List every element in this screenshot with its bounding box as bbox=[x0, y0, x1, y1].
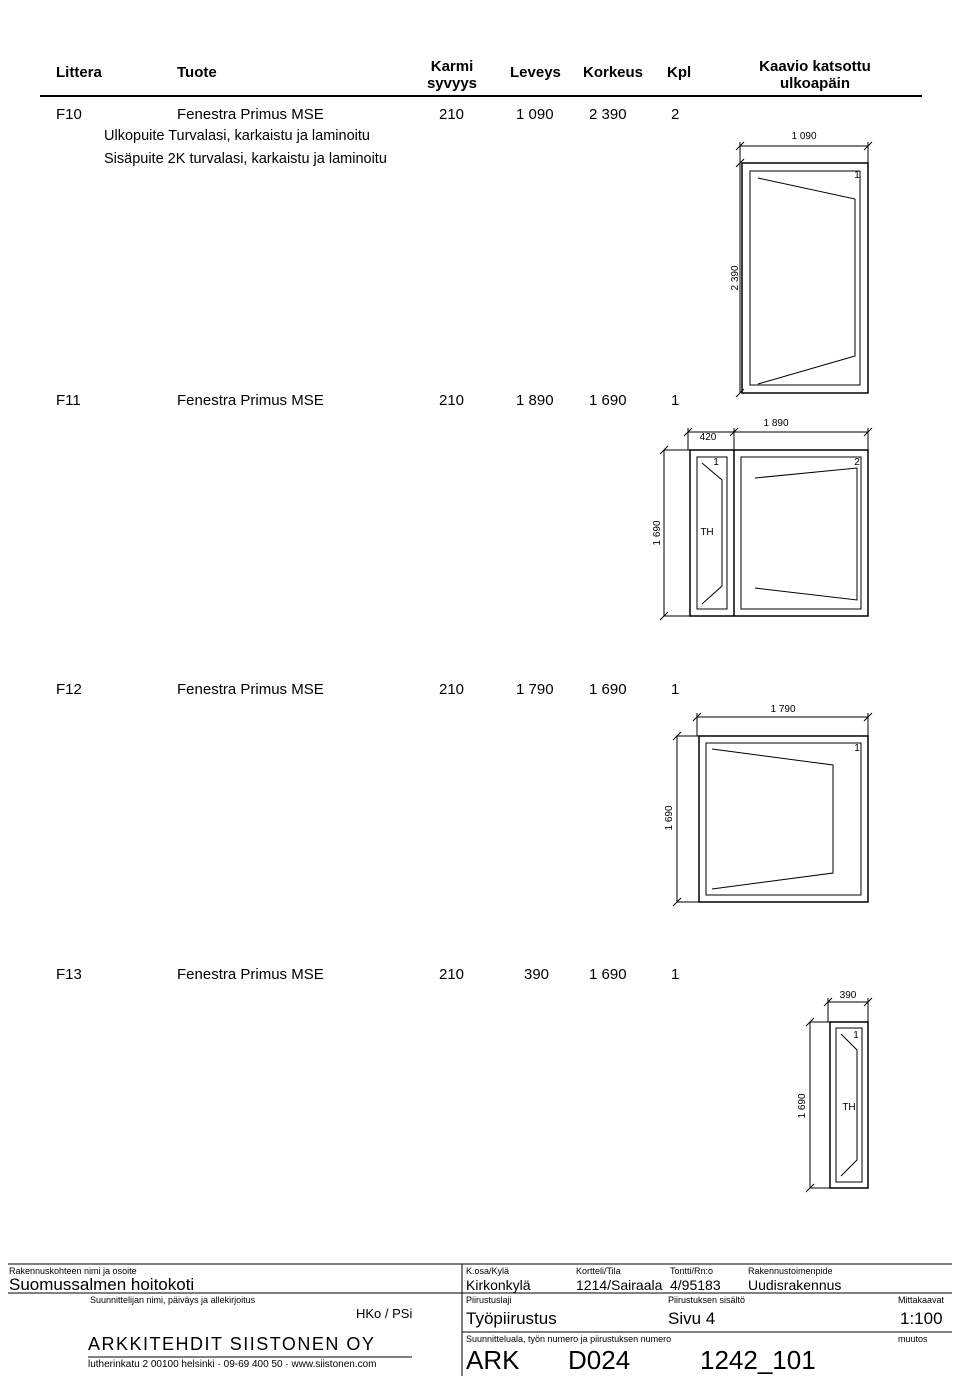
tb-sisalto-label: Piirustuksen sisältö bbox=[668, 1295, 746, 1305]
f13-th-label: TH bbox=[842, 1102, 856, 1113]
row-f11-kpl: 1 bbox=[671, 392, 680, 409]
row-f10-desc-inner: Sisäpuite 2K turvalasi, karkaistu ja laminoitu bbox=[104, 151, 387, 167]
tb-project-label: Rakennuskohteen nimi ja osoite bbox=[9, 1266, 137, 1276]
header-leveys: Leveys bbox=[510, 64, 561, 81]
row-f10-littera: F10 bbox=[56, 106, 82, 123]
tb-laji-value: Työpiirustus bbox=[466, 1309, 557, 1328]
f10-sash-number: 1 bbox=[854, 170, 860, 181]
tb-ala-value: ARK bbox=[466, 1345, 520, 1375]
f13-diagram bbox=[806, 998, 872, 1192]
row-f11-tuote: Fenestra Primus MSE bbox=[177, 392, 324, 409]
header-kaavio-line1: Kaavio katsottu bbox=[759, 58, 871, 75]
header-kaavio-line2: ulkoapäin bbox=[779, 75, 850, 92]
row-f13-tuote: Fenestra Primus MSE bbox=[177, 966, 324, 983]
f10-dim-height: 2 390 bbox=[730, 265, 741, 291]
row-f11-littera: F11 bbox=[56, 392, 81, 409]
tb-firm-address: lutherinkatu 2 00100 helsinki · 09-69 400 50 · www.siistonen.com bbox=[88, 1359, 377, 1370]
row-f11-leveys: 1 890 bbox=[516, 392, 554, 409]
header-littera: Littera bbox=[56, 64, 102, 81]
row-f12-korkeus: 1 690 bbox=[589, 681, 627, 698]
row-f12-littera: F12 bbox=[56, 681, 82, 698]
f12-dim-width: 1 790 bbox=[770, 704, 796, 715]
f13-sash-number: 1 bbox=[853, 1030, 859, 1041]
row-f12-karmi: 210 bbox=[439, 681, 465, 698]
f13-dim-width: 390 bbox=[839, 990, 857, 1001]
row-f12-leveys: 1 790 bbox=[516, 681, 554, 698]
tb-toimenpide-value: Uudisrakennus bbox=[748, 1277, 842, 1293]
tb-project-name: Suomussalmen hoitokoti bbox=[9, 1275, 195, 1294]
tb-designer-label: Suunnittelijan nimi, päiväys ja allekirjoitus bbox=[90, 1295, 256, 1305]
header-karmi-line2: syvyys bbox=[426, 75, 478, 92]
row-f13-karmi: 210 bbox=[439, 966, 465, 983]
f11-dim-width: 1 890 bbox=[763, 418, 789, 429]
tb-designer-initials: HKo / PSi bbox=[356, 1306, 413, 1321]
header-kpl: Kpl bbox=[667, 64, 692, 81]
f13-dim-height: 1 690 bbox=[797, 1093, 808, 1119]
tb-numero-value: 1242_101 bbox=[700, 1345, 816, 1375]
header-tuote: Tuote bbox=[177, 64, 217, 81]
row-f12-kpl: 1 bbox=[671, 681, 680, 698]
f12-sash-number: 1 bbox=[854, 743, 860, 754]
tb-firm-name: ARKKITEHDIT SIISTONEN OY bbox=[88, 1334, 376, 1354]
tb-sisalto-value: Sivu 4 bbox=[668, 1309, 716, 1328]
tb-kosa-label: K.osa/Kylä bbox=[466, 1266, 510, 1276]
f11-sash-number-1: 1 bbox=[713, 457, 719, 468]
row-f13-kpl: 1 bbox=[671, 966, 680, 983]
row-f13-littera: F13 bbox=[56, 966, 82, 983]
tb-tontti-label: Tontti/Rn:o bbox=[670, 1266, 714, 1276]
f11-diagram bbox=[660, 428, 872, 620]
tb-kosa-value: Kirkonkylä bbox=[466, 1277, 531, 1293]
tb-mittakaava-value: 1:100 bbox=[900, 1309, 943, 1328]
tb-kortteli-label: Kortteli/Tila bbox=[576, 1266, 621, 1276]
tb-toimenpide-label: Rakennustoimenpide bbox=[748, 1266, 833, 1276]
row-f13-korkeus: 1 690 bbox=[589, 966, 627, 983]
row-f10-korkeus: 2 390 bbox=[589, 106, 627, 123]
row-f10-kpl: 2 bbox=[671, 106, 680, 123]
f11-th-label: TH bbox=[700, 527, 714, 538]
tb-tyo-value: D024 bbox=[568, 1345, 631, 1375]
f10-dim-width: 1 090 bbox=[791, 131, 817, 142]
row-f13-leveys: 390 bbox=[524, 966, 550, 983]
tb-kortteli-value: 1214/Sairaala bbox=[576, 1277, 663, 1293]
f11-dim-part: 420 bbox=[699, 432, 717, 443]
header-karmi-line1: Karmi bbox=[430, 58, 474, 75]
tb-muutos-label: muutos bbox=[898, 1334, 928, 1344]
f12-diagram bbox=[673, 713, 872, 906]
row-f10-desc-outer: Ulkopuite Turvalasi, karkaistu ja laminoitu bbox=[104, 128, 370, 144]
f11-sash-number-2: 2 bbox=[854, 457, 860, 468]
f10-diagram bbox=[736, 142, 872, 397]
tb-mittakaava-label: Mittakaavat bbox=[898, 1295, 945, 1305]
tb-tontti-value: 4/95183 bbox=[670, 1277, 721, 1293]
row-f11-karmi: 210 bbox=[439, 392, 465, 409]
row-f12-tuote: Fenestra Primus MSE bbox=[177, 681, 324, 698]
row-f10-leveys: 1 090 bbox=[516, 106, 554, 123]
f11-dim-height: 1 690 bbox=[652, 520, 663, 546]
row-f11-korkeus: 1 690 bbox=[589, 392, 627, 409]
tb-laji-label: Piirustuslaji bbox=[466, 1295, 512, 1305]
tb-ala-label: Suunnitteluala, työn numero ja piirustuksen numero bbox=[466, 1334, 672, 1344]
f12-dim-height: 1 690 bbox=[664, 805, 675, 831]
row-f10-karmi: 210 bbox=[439, 106, 465, 123]
row-f10-tuote: Fenestra Primus MSE bbox=[177, 106, 324, 123]
header-korkeus: Korkeus bbox=[583, 64, 644, 81]
